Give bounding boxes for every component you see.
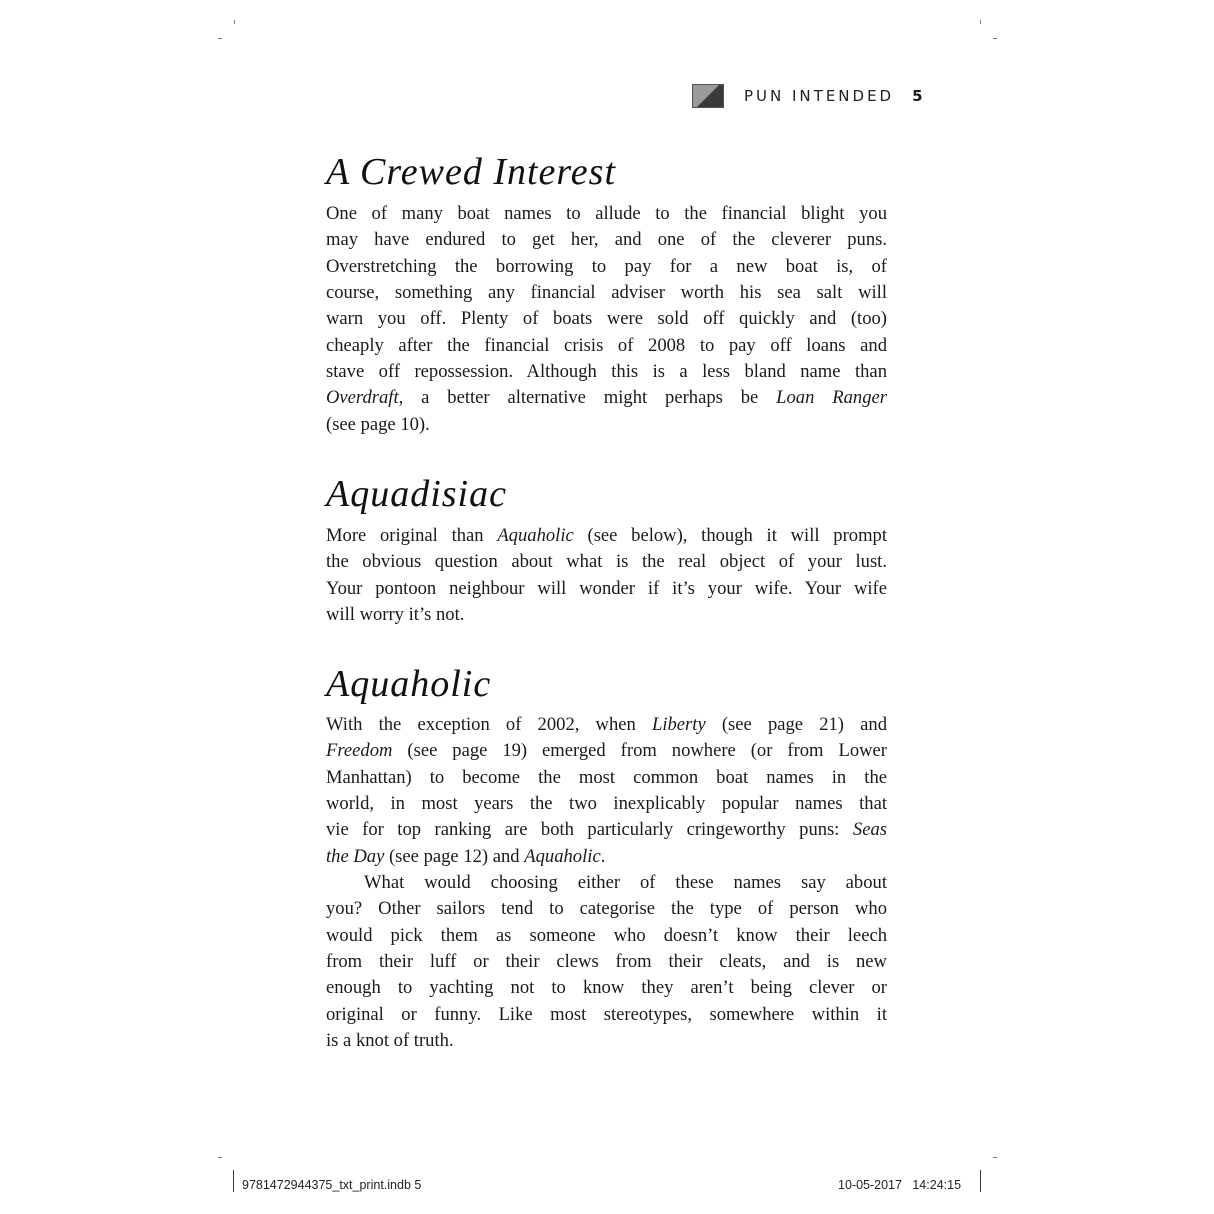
text-line (326, 923, 887, 949)
body-text: would pick them as someone who doesn’t know their leech (326, 924, 887, 946)
body-text: (see page 10). (326, 413, 430, 435)
body-text: world, in most years the two inexplicably popular names that (326, 793, 887, 815)
body-text: (see below), though it will prompt (573, 525, 887, 546)
text-line (326, 412, 887, 438)
text-line (326, 1002, 887, 1028)
italic-title-text: Seas (852, 819, 887, 841)
crop-mark (234, 20, 235, 24)
body-text: you? Other sailors tend to categorise the type of person who (326, 898, 887, 920)
entry-title: Aquadisiac (326, 473, 507, 515)
body-text: may have endured to get her, and one of the cleverer puns. (326, 229, 887, 251)
text-line (326, 1028, 887, 1054)
text-line (326, 523, 887, 549)
italic-title-text: Loan Ranger (776, 387, 887, 409)
body-text: warn you off. Plenty of boats were sold off quickly and (too) (326, 308, 887, 330)
body-text: course, something any financial adviser worth his sea salt will (326, 282, 887, 304)
text-line (326, 896, 887, 922)
italic-title-text: the Day (326, 845, 385, 867)
text-line (326, 385, 887, 411)
page-number: 5 (912, 87, 923, 105)
text-line (326, 254, 887, 280)
body-text: will worry it’s not. (326, 604, 465, 626)
italic-title-text: Aquaholic (497, 525, 574, 546)
body-text: Overstretching the borrowing to pay for a new boat is, of (326, 255, 887, 277)
text-line (326, 576, 887, 602)
text-line (326, 738, 887, 764)
body-text: from their luff or their clews from their cleats, and is new (326, 951, 887, 973)
crop-mark (993, 38, 997, 39)
running-head-title: PUN INTENDED (744, 87, 895, 105)
section-square-icon (692, 84, 724, 108)
text-line (326, 602, 887, 628)
crop-mark (980, 20, 981, 24)
text-line (326, 817, 887, 843)
text-line (326, 975, 887, 1001)
text-line (326, 870, 887, 896)
text-line (326, 712, 887, 738)
text-line (326, 333, 887, 359)
body-text: What would choosing either of these names say about (364, 872, 887, 894)
body-text: vie for top ranking are both particularly cringeworthy puns: (326, 819, 853, 841)
body-text: More original than (326, 525, 498, 546)
text-line (326, 280, 887, 306)
text-line (326, 791, 887, 817)
text-line (326, 201, 887, 227)
text-line (326, 359, 887, 385)
body-text: enough to yachting not to know they aren’t being clever or (326, 977, 887, 999)
italic-title-text: Freedom (326, 740, 393, 762)
text-line (326, 227, 887, 253)
body-text: (see page 19) emerged from nowhere (or from Lower (392, 740, 887, 762)
italic-title-text: Overdraft (326, 387, 399, 409)
italic-title-text: Liberty (651, 714, 706, 735)
footer-rule (980, 1170, 981, 1192)
entry-body (326, 712, 887, 1054)
text-line (326, 949, 887, 975)
body-text: . (600, 845, 606, 867)
crop-mark (993, 1157, 997, 1158)
body-text: Your pontoon neighbour will wonder if it’s your wife. Your wife (326, 577, 887, 599)
text-line (326, 306, 887, 332)
crop-mark (218, 1157, 222, 1158)
entry-title: Aquaholic (326, 663, 492, 705)
entry-title: A Crewed Interest (326, 151, 616, 193)
entry-body (326, 523, 887, 628)
footer-timestamp: 10-05-2017 14:24:15 (838, 1178, 962, 1192)
body-text: stave off repossession. Although this is a less bland name than (326, 361, 887, 383)
entry-body (326, 201, 887, 438)
footer-rule (233, 1170, 234, 1192)
body-text: (see page 21) and (705, 714, 887, 735)
body-text: cheaply after the financial crisis of 2008 to pay off loans and (326, 334, 887, 356)
body-text: (see page 12) and (384, 845, 525, 867)
crop-mark (218, 38, 222, 39)
body-text: , a better alternative might perhaps be (398, 387, 777, 409)
body-text: With the exception of 2002, when (326, 714, 652, 735)
body-text: original or funny. Like most stereotypes, somewhere within it (326, 1003, 887, 1025)
body-text: One of many boat names to allude to the financial blight you (326, 203, 887, 224)
body-text: the obvious question about what is the real object of your lust. (326, 551, 887, 573)
body-text: Manhattan) to become the most common boat names in the (326, 766, 887, 788)
footer-file: 9781472944375_txt_print.indb 5 (242, 1178, 422, 1192)
text-line (326, 765, 887, 791)
text-line (326, 549, 887, 575)
running-head (692, 84, 923, 108)
italic-title-text: Aquaholic (524, 845, 601, 867)
body-text: is a knot of truth. (326, 1030, 454, 1052)
text-line (326, 844, 887, 870)
